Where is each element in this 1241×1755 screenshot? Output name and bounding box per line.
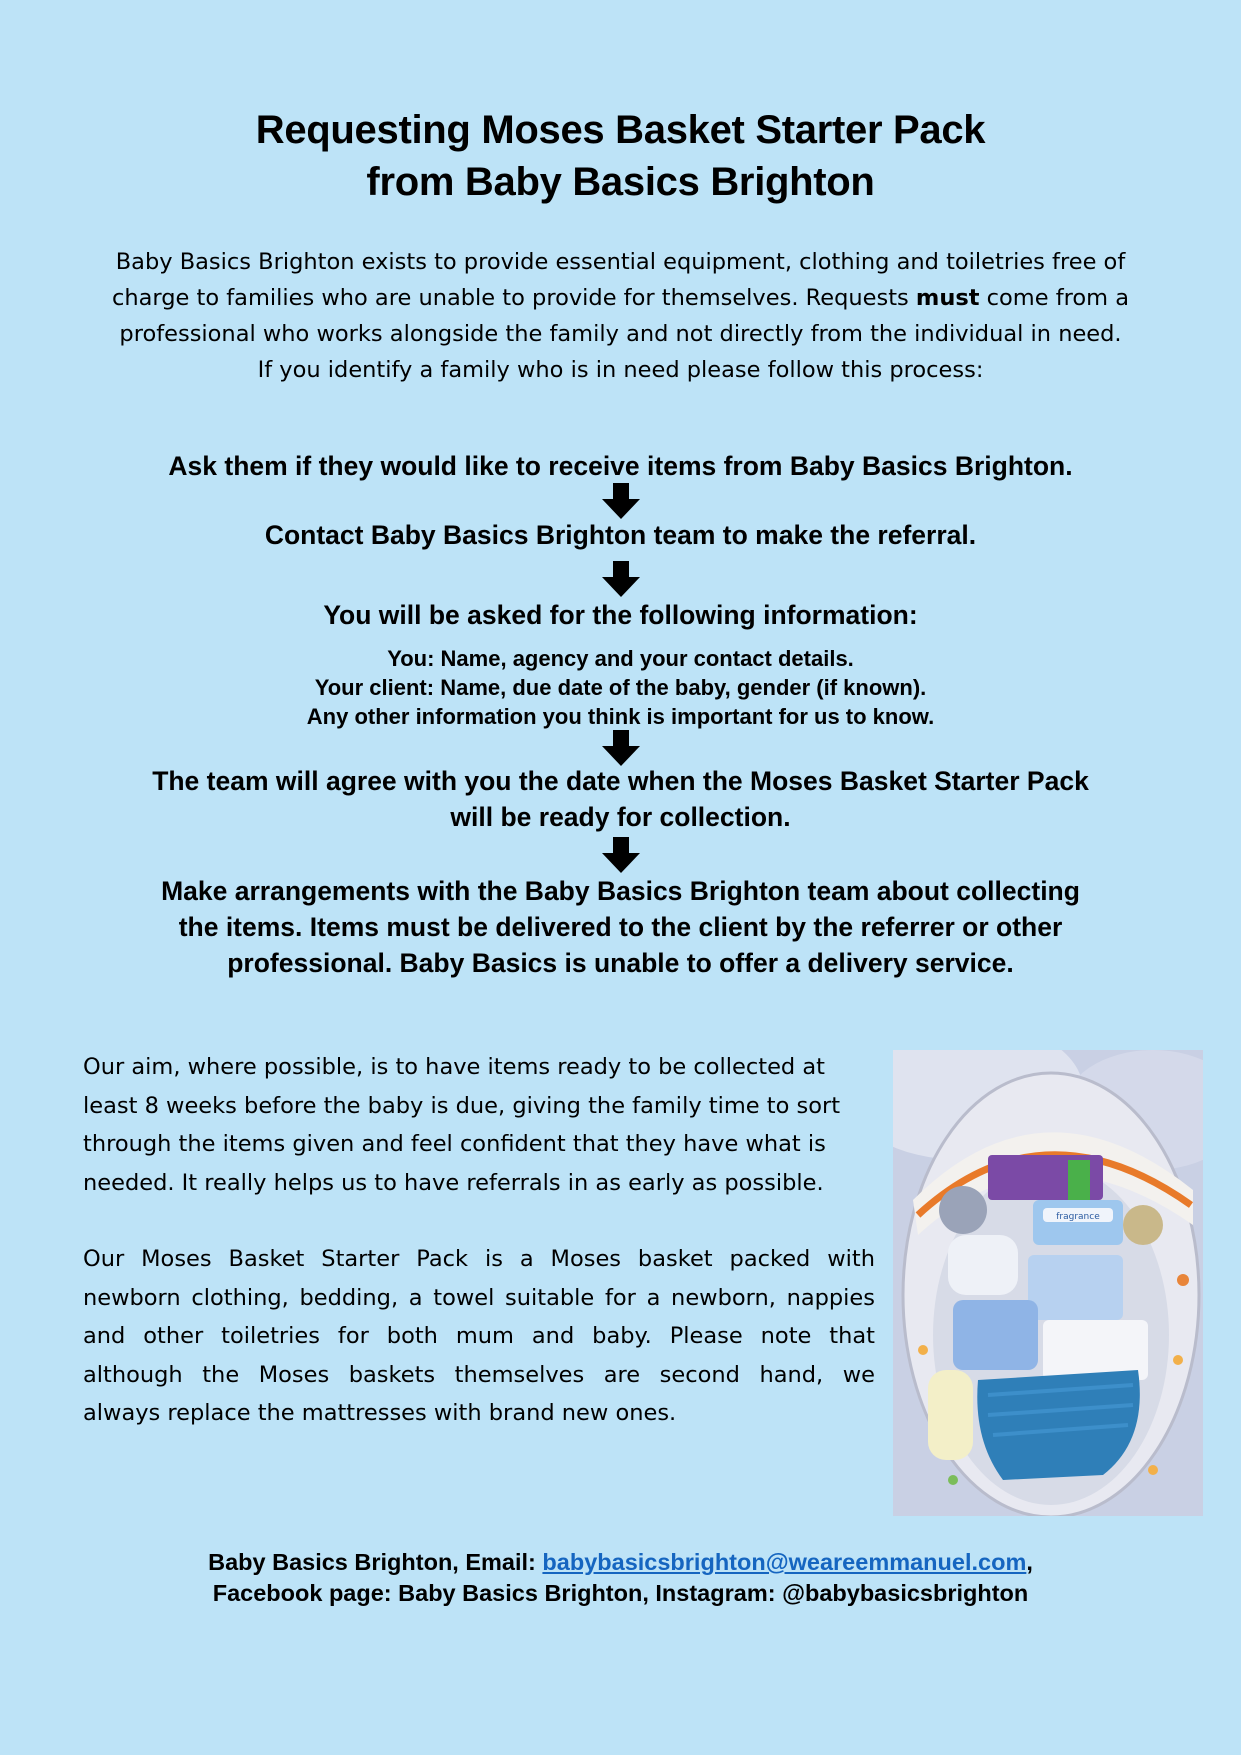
pack-paragraph: Our Moses Basket Starter Pack is a Moses basket packed with newborn clothing, bedding, a towel suitable for a newborn, nappies and other toiletries for both mum and baby. Please note that although the Moses baskets themselves are second hand, we always replace the mattresses with brand new ones. — [83, 1246, 875, 1426]
step-arrange-collection: Make arrangements with the Baby Basics Brighton team about collecting the items. Items must be delivered to the client by the referrer or other professional. Baby Basics is unable to offer a delivery service. — [161, 876, 1080, 978]
information-list — [60, 644, 1181, 731]
down-arrow-icon — [602, 483, 640, 519]
title-line-1: Requesting Moses Basket Starter Pack — [255, 108, 986, 152]
page-title — [80, 104, 1161, 208]
wipes-label: fragrance — [1056, 1212, 1100, 1222]
moses-basket-photo — [893, 1050, 1203, 1516]
intro-paragraph — [80, 244, 1161, 388]
down-arrow-icon — [602, 730, 640, 766]
step-information-heading: You will be asked for the following information: — [323, 600, 918, 630]
intro-line-1: Baby Basics Brighton exists to provide essential equipment, clothing and toiletries free of — [115, 249, 1126, 275]
footer-line-1: Baby Basics Brighton, Email: babybasicsbrighton@weareemmanuel.com, — [208, 1549, 1033, 1575]
down-arrow-icon — [602, 561, 640, 597]
email-link[interactable]: babybasicsbrighton@weareemmanuel.com — [542, 1549, 1027, 1575]
info-item-other: Any other information you think is important for us to know. — [306, 704, 935, 729]
contact-footer — [60, 1547, 1181, 1609]
intro-line-3: professional who works alongside the family and not directly from the individual in need. — [119, 321, 1122, 347]
intro-line-4: If you identify a family who is in need please follow this process: — [257, 357, 984, 383]
step-agree-date: The team will agree with you the date when the Moses Basket Starter Pack will be ready for collection. — [152, 766, 1089, 832]
aim-paragraph: Our aim, where possible, is to have items ready to be collected at least 8 weeks before the baby is due, giving the family time to sort through the items given and feel confident that they have what is needed. It really helps us to have referrals in as early as possible. — [83, 1054, 841, 1196]
intro-line-2: charge to families who are unable to provide for themselves. Requests must come from a — [111, 285, 1130, 311]
info-item-client: Your client: Name, due date of the baby, gender (if known). — [314, 675, 927, 700]
down-arrow-icon — [602, 837, 640, 873]
title-line-2: from Baby Basics Brighton — [366, 160, 875, 204]
step-contact-team: Contact Baby Basics Brighton team to make the referral. — [264, 520, 977, 550]
footer-line-2: Facebook page: Baby Basics Brighton, Instagram: @babybasicsbrighton — [212, 1580, 1029, 1606]
emphasis-must: must — [915, 285, 980, 311]
info-item-you: You: Name, agency and your contact details. — [387, 646, 854, 671]
step-ask-family: Ask them if they would like to receive items from Baby Basics Brighton. — [168, 451, 1073, 481]
